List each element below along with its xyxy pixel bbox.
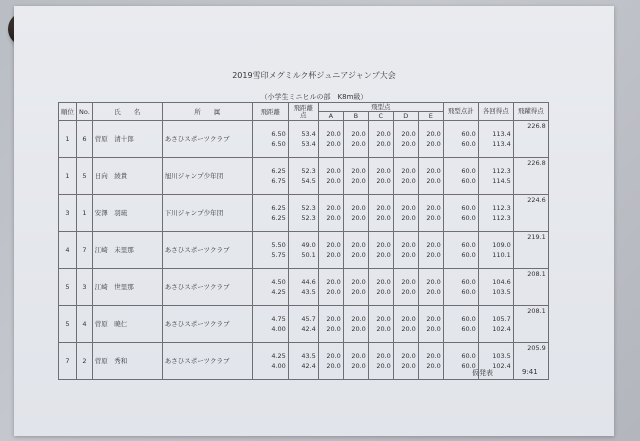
style-total-cell-jump-2: 60.0 <box>461 251 476 259</box>
table-row <box>59 232 549 269</box>
col-judge-c: C <box>368 112 393 121</box>
distance-cell-jump-2: 6.50 <box>271 140 286 148</box>
col-style-points: 飛型点 <box>318 103 443 112</box>
judge-score-cell-jump-1: 20.0 <box>326 204 341 212</box>
distance-points-cell-jump-1: 49.0 <box>301 241 316 249</box>
distance-cell <box>252 195 288 232</box>
distance-cell-jump-1: 4.25 <box>271 352 286 360</box>
club-cell: 下川ジャンプ少年団 <box>162 195 252 232</box>
style-total-cell-jump-2: 60.0 <box>461 214 476 222</box>
distance-cell-jump-1: 6.25 <box>271 204 286 212</box>
distance-cell-jump-2: 4.00 <box>271 325 286 333</box>
judge-score-cell-jump-1: 20.0 <box>426 241 441 249</box>
rank-cell: 3 <box>59 195 77 232</box>
judge-score-cell-jump-2: 20.0 <box>426 177 441 185</box>
judge-score-cell-jump-1: 20.0 <box>376 204 391 212</box>
distance-cell-jump-2: 6.75 <box>271 177 286 185</box>
distance-cell-jump-1: 4.75 <box>271 315 286 323</box>
style-total-cell-jump-1: 60.0 <box>461 167 476 175</box>
style-total-cell <box>443 269 478 306</box>
judge-score-cell-jump-2: 20.0 <box>376 251 391 259</box>
round-points-cell-jump-2: 102.4 <box>492 362 511 370</box>
judge-score-cell-jump-2: 20.0 <box>326 177 341 185</box>
judge-score-cell <box>318 158 343 195</box>
judge-score-cell-jump-2: 20.0 <box>326 251 341 259</box>
style-total-cell-jump-2: 60.0 <box>461 325 476 333</box>
distance-cell <box>252 306 288 343</box>
style-total-cell <box>443 232 478 269</box>
distance-points-cell-jump-1: 52.3 <box>301 167 316 175</box>
style-total-cell <box>443 306 478 343</box>
distance-points-cell-jump-2: 43.5 <box>301 288 316 296</box>
judge-score-cell-jump-1: 20.0 <box>401 130 416 138</box>
judge-score-cell-jump-2: 20.0 <box>376 288 391 296</box>
style-total-cell-jump-2: 60.0 <box>461 362 476 370</box>
distance-points-cell <box>288 232 318 269</box>
style-total-cell-jump-1: 60.0 <box>461 241 476 249</box>
judge-score-cell-jump-2: 20.0 <box>401 288 416 296</box>
judge-score-cell <box>343 121 368 158</box>
round-points-cell <box>478 195 513 232</box>
judge-score-cell-jump-2: 20.0 <box>351 251 366 259</box>
judge-score-cell <box>393 195 418 232</box>
style-total-cell-jump-1: 60.0 <box>461 278 476 286</box>
judge-score-cell-jump-1: 20.0 <box>376 352 391 360</box>
document-title: 2019雪印メグミルク杯ジュニアジャンプ大会 <box>232 71 396 80</box>
distance-points-cell-jump-2: 42.4 <box>301 362 316 370</box>
bib-number-cell: 5 <box>77 158 93 195</box>
distance-points-cell <box>288 121 318 158</box>
judge-score-cell-jump-2: 20.0 <box>351 362 366 370</box>
judge-score-cell-jump-1: 20.0 <box>401 315 416 323</box>
judge-score-cell-jump-2: 20.0 <box>351 177 366 185</box>
total-points-value: 208.1 <box>527 307 546 315</box>
judge-score-cell-jump-1: 20.0 <box>376 278 391 286</box>
judge-score-cell <box>343 343 368 380</box>
judge-score-cell-jump-1: 20.0 <box>401 204 416 212</box>
judge-score-cell <box>393 269 418 306</box>
distance-points-cell-jump-1: 45.7 <box>301 315 316 323</box>
round-points-cell-jump-1: 109.0 <box>492 241 511 249</box>
bib-number-cell: 7 <box>77 232 93 269</box>
judge-score-cell <box>318 232 343 269</box>
judge-score-cell-jump-1: 20.0 <box>351 241 366 249</box>
athlete-name-cell: 江崎 世里那 <box>92 269 162 306</box>
judge-score-cell-jump-1: 20.0 <box>376 315 391 323</box>
rank-cell: 5 <box>59 306 77 343</box>
table-row <box>59 195 549 232</box>
col-judge-d: D <box>393 112 418 121</box>
round-points-cell-jump-1: 104.6 <box>492 278 511 286</box>
col-distance-points: 飛距離点 <box>288 103 318 121</box>
distance-cell-jump-2: 4.25 <box>271 288 286 296</box>
judge-score-cell <box>343 269 368 306</box>
judge-score-cell <box>418 306 443 343</box>
distance-points-cell <box>288 343 318 380</box>
judge-score-cell-jump-2: 20.0 <box>351 140 366 148</box>
club-cell: 旭川ジャンプ少年団 <box>162 158 252 195</box>
distance-points-cell-jump-1: 44.6 <box>301 278 316 286</box>
judge-score-cell-jump-1: 20.0 <box>376 241 391 249</box>
col-no: No. <box>77 103 93 121</box>
judge-score-cell-jump-2: 20.0 <box>326 288 341 296</box>
judge-score-cell <box>393 121 418 158</box>
judge-score-cell <box>343 232 368 269</box>
rank-cell: 7 <box>59 343 77 380</box>
judge-score-cell-jump-1: 20.0 <box>351 130 366 138</box>
judge-score-cell-jump-1: 20.0 <box>426 352 441 360</box>
results-body <box>59 121 549 380</box>
category-subtitle: （小学生ミニヒルの部 K8m級） <box>260 93 368 101</box>
round-points-cell-jump-1: 112.3 <box>492 167 511 175</box>
judge-score-cell <box>418 232 443 269</box>
judge-score-cell <box>343 158 368 195</box>
judge-score-cell <box>418 158 443 195</box>
judge-score-cell <box>318 343 343 380</box>
judge-score-cell-jump-1: 20.0 <box>401 167 416 175</box>
athlete-name-cell: 菅原 暁仁 <box>92 306 162 343</box>
distance-points-cell <box>288 195 318 232</box>
distance-points-cell-jump-2: 50.1 <box>301 251 316 259</box>
judge-score-cell-jump-1: 20.0 <box>326 241 341 249</box>
style-total-cell <box>443 195 478 232</box>
judge-score-cell-jump-2: 20.0 <box>326 325 341 333</box>
club-cell: あさひスポーツクラブ <box>162 343 252 380</box>
distance-points-cell-jump-2: 42.4 <box>301 325 316 333</box>
rank-cell: 5 <box>59 269 77 306</box>
round-points-cell-jump-2: 102.4 <box>492 325 511 333</box>
judge-score-cell <box>393 306 418 343</box>
club-cell: あさひスポーツクラブ <box>162 269 252 306</box>
results-sheet <box>14 6 614 436</box>
judge-score-cell-jump-2: 20.0 <box>376 362 391 370</box>
distance-cell <box>252 269 288 306</box>
judge-score-cell-jump-1: 20.0 <box>351 204 366 212</box>
judge-score-cell-jump-1: 20.0 <box>426 167 441 175</box>
col-judge-b: B <box>343 112 368 121</box>
round-points-cell <box>478 306 513 343</box>
rank-cell: 1 <box>59 121 77 158</box>
judge-score-cell-jump-2: 20.0 <box>376 140 391 148</box>
distance-points-cell-jump-2: 52.3 <box>301 214 316 222</box>
style-total-cell-jump-1: 60.0 <box>461 204 476 212</box>
distance-points-cell <box>288 306 318 343</box>
judge-score-cell <box>368 195 393 232</box>
bib-number-cell: 6 <box>77 121 93 158</box>
round-points-cell-jump-1: 112.3 <box>492 204 511 212</box>
judge-score-cell <box>343 306 368 343</box>
judge-score-cell <box>343 195 368 232</box>
judge-score-cell <box>393 343 418 380</box>
athlete-name-cell: 菅原 清十郎 <box>92 121 162 158</box>
judge-score-cell-jump-2: 20.0 <box>326 214 341 222</box>
distance-points-cell <box>288 269 318 306</box>
judge-score-cell-jump-1: 20.0 <box>401 241 416 249</box>
judge-score-cell-jump-1: 20.0 <box>376 130 391 138</box>
judge-score-cell-jump-2: 20.0 <box>426 140 441 148</box>
judge-score-cell <box>368 343 393 380</box>
distance-cell-jump-2: 6.25 <box>271 214 286 222</box>
total-points-value: 208.1 <box>527 270 546 278</box>
col-judge-e: E <box>418 112 443 121</box>
distance-points-cell-jump-1: 53.4 <box>301 130 316 138</box>
total-points-cell <box>513 269 548 306</box>
style-total-cell-jump-2: 60.0 <box>461 140 476 148</box>
total-points-cell <box>513 158 548 195</box>
athlete-name-cell: 江崎 未里那 <box>92 232 162 269</box>
distance-cell <box>252 158 288 195</box>
judge-score-cell-jump-2: 20.0 <box>326 140 341 148</box>
judge-score-cell-jump-2: 20.0 <box>351 214 366 222</box>
judge-score-cell-jump-2: 20.0 <box>426 325 441 333</box>
table-row <box>59 121 549 158</box>
judge-score-cell-jump-1: 20.0 <box>326 352 341 360</box>
judge-score-cell-jump-2: 20.0 <box>376 177 391 185</box>
judge-score-cell-jump-1: 20.0 <box>426 315 441 323</box>
judge-score-cell-jump-1: 20.0 <box>351 315 366 323</box>
judge-score-cell <box>418 195 443 232</box>
distance-cell-jump-1: 6.25 <box>271 167 286 175</box>
style-total-cell <box>443 121 478 158</box>
judge-score-cell-jump-1: 20.0 <box>326 167 341 175</box>
bib-number-cell: 3 <box>77 269 93 306</box>
judge-score-cell-jump-2: 20.0 <box>426 214 441 222</box>
judge-score-cell <box>368 232 393 269</box>
distance-cell-jump-1: 5.50 <box>271 241 286 249</box>
club-cell: あさひスポーツクラブ <box>162 121 252 158</box>
judge-score-cell-jump-2: 20.0 <box>401 140 416 148</box>
bib-number-cell: 4 <box>77 306 93 343</box>
style-total-cell-jump-1: 60.0 <box>461 352 476 360</box>
judge-score-cell <box>368 269 393 306</box>
round-points-cell-jump-2: 103.5 <box>492 288 511 296</box>
judge-score-cell <box>368 158 393 195</box>
style-total-cell <box>443 158 478 195</box>
round-points-cell <box>478 121 513 158</box>
judge-score-cell-jump-1: 20.0 <box>351 352 366 360</box>
judge-score-cell <box>418 121 443 158</box>
judge-score-cell-jump-2: 20.0 <box>401 214 416 222</box>
judge-score-cell <box>393 158 418 195</box>
distance-cell-jump-2: 4.00 <box>271 362 286 370</box>
col-club: 所 属 <box>162 103 252 121</box>
judge-score-cell-jump-2: 20.0 <box>401 362 416 370</box>
judge-score-cell <box>393 232 418 269</box>
judge-score-cell <box>418 343 443 380</box>
judge-score-cell-jump-1: 20.0 <box>426 204 441 212</box>
judge-score-cell <box>418 269 443 306</box>
judge-score-cell-jump-1: 20.0 <box>401 352 416 360</box>
distance-cell-jump-2: 5.75 <box>271 251 286 259</box>
provisional-label: 仮発表 <box>472 369 493 377</box>
total-points-value: 226.8 <box>527 122 546 130</box>
round-points-cell <box>478 269 513 306</box>
judge-score-cell-jump-1: 20.0 <box>426 130 441 138</box>
distance-points-cell-jump-1: 52.3 <box>301 204 316 212</box>
judge-score-cell-jump-1: 20.0 <box>351 167 366 175</box>
total-points-cell <box>513 232 548 269</box>
judge-score-cell-jump-1: 20.0 <box>326 278 341 286</box>
judge-score-cell <box>318 306 343 343</box>
distance-points-cell <box>288 158 318 195</box>
col-round-points: 各回得点 <box>478 103 513 121</box>
round-points-cell-jump-2: 113.4 <box>492 140 511 148</box>
rank-cell: 1 <box>59 158 77 195</box>
distance-points-cell-jump-2: 53.4 <box>301 140 316 148</box>
col-rank: 順位 <box>59 103 77 121</box>
judge-score-cell-jump-2: 20.0 <box>326 362 341 370</box>
distance-points-cell-jump-2: 54.5 <box>301 177 316 185</box>
total-points-value: 219.1 <box>527 233 546 241</box>
distance-cell <box>252 343 288 380</box>
col-name: 氏 名 <box>92 103 162 121</box>
judge-score-cell <box>318 195 343 232</box>
round-points-cell-jump-1: 103.5 <box>492 352 511 360</box>
distance-points-cell-jump-1: 43.5 <box>301 352 316 360</box>
judge-score-cell <box>368 306 393 343</box>
judge-score-cell-jump-2: 20.0 <box>426 362 441 370</box>
judge-score-cell-jump-2: 20.0 <box>376 325 391 333</box>
bib-number-cell: 1 <box>77 195 93 232</box>
athlete-name-cell: 日向 綾貴 <box>92 158 162 195</box>
bib-number-cell: 2 <box>77 343 93 380</box>
total-points-value: 226.8 <box>527 159 546 167</box>
judge-score-cell-jump-1: 20.0 <box>326 130 341 138</box>
table-row <box>59 158 549 195</box>
total-points-cell <box>513 306 548 343</box>
judge-score-cell-jump-2: 20.0 <box>376 214 391 222</box>
style-total-cell-jump-1: 60.0 <box>461 130 476 138</box>
judge-score-cell-jump-1: 20.0 <box>426 278 441 286</box>
announcement-time: 9:41 <box>522 368 538 376</box>
judge-score-cell-jump-2: 20.0 <box>351 325 366 333</box>
judge-score-cell-jump-2: 20.0 <box>401 177 416 185</box>
distance-cell-jump-1: 6.50 <box>271 130 286 138</box>
distance-cell <box>252 121 288 158</box>
judge-score-cell <box>368 121 393 158</box>
col-distance: 飛距離 <box>252 103 288 121</box>
judge-score-cell-jump-1: 20.0 <box>326 315 341 323</box>
table-row <box>59 306 549 343</box>
total-points-cell <box>513 121 548 158</box>
round-points-cell-jump-1: 113.4 <box>492 130 511 138</box>
round-points-cell-jump-2: 112.3 <box>492 214 511 222</box>
results-table <box>58 102 549 380</box>
judge-score-cell <box>318 269 343 306</box>
total-points-value: 224.6 <box>527 196 546 204</box>
col-style-total: 飛型点計 <box>443 103 478 121</box>
judge-score-cell-jump-2: 20.0 <box>351 288 366 296</box>
col-judge-a: A <box>318 112 343 121</box>
athlete-name-cell: 菅原 秀和 <box>92 343 162 380</box>
total-points-cell <box>513 195 548 232</box>
judge-score-cell-jump-1: 20.0 <box>376 167 391 175</box>
judge-score-cell-jump-2: 20.0 <box>401 251 416 259</box>
judge-score-cell <box>318 121 343 158</box>
round-points-cell <box>478 158 513 195</box>
judge-score-cell-jump-2: 20.0 <box>426 251 441 259</box>
distance-cell-jump-1: 4.50 <box>271 278 286 286</box>
distance-cell <box>252 232 288 269</box>
style-total-cell-jump-2: 60.0 <box>461 177 476 185</box>
club-cell: あさひスポーツクラブ <box>162 306 252 343</box>
round-points-cell-jump-2: 110.1 <box>492 251 511 259</box>
rank-cell: 4 <box>59 232 77 269</box>
col-total-points: 飛躍得点 <box>513 103 548 121</box>
round-points-cell <box>478 232 513 269</box>
athlete-name-cell: 安澤 羽琉 <box>92 195 162 232</box>
round-points-cell-jump-2: 114.5 <box>492 177 511 185</box>
round-points-cell-jump-1: 105.7 <box>492 315 511 323</box>
style-total-cell-jump-1: 60.0 <box>461 315 476 323</box>
total-points-value: 205.9 <box>527 344 546 352</box>
judge-score-cell-jump-1: 20.0 <box>351 278 366 286</box>
style-total-cell-jump-2: 60.0 <box>461 288 476 296</box>
table-row <box>59 269 549 306</box>
judge-score-cell-jump-2: 20.0 <box>401 325 416 333</box>
judge-score-cell-jump-1: 20.0 <box>401 278 416 286</box>
header-row <box>59 103 549 112</box>
club-cell: あさひスポーツクラブ <box>162 232 252 269</box>
judge-score-cell-jump-2: 20.0 <box>426 288 441 296</box>
